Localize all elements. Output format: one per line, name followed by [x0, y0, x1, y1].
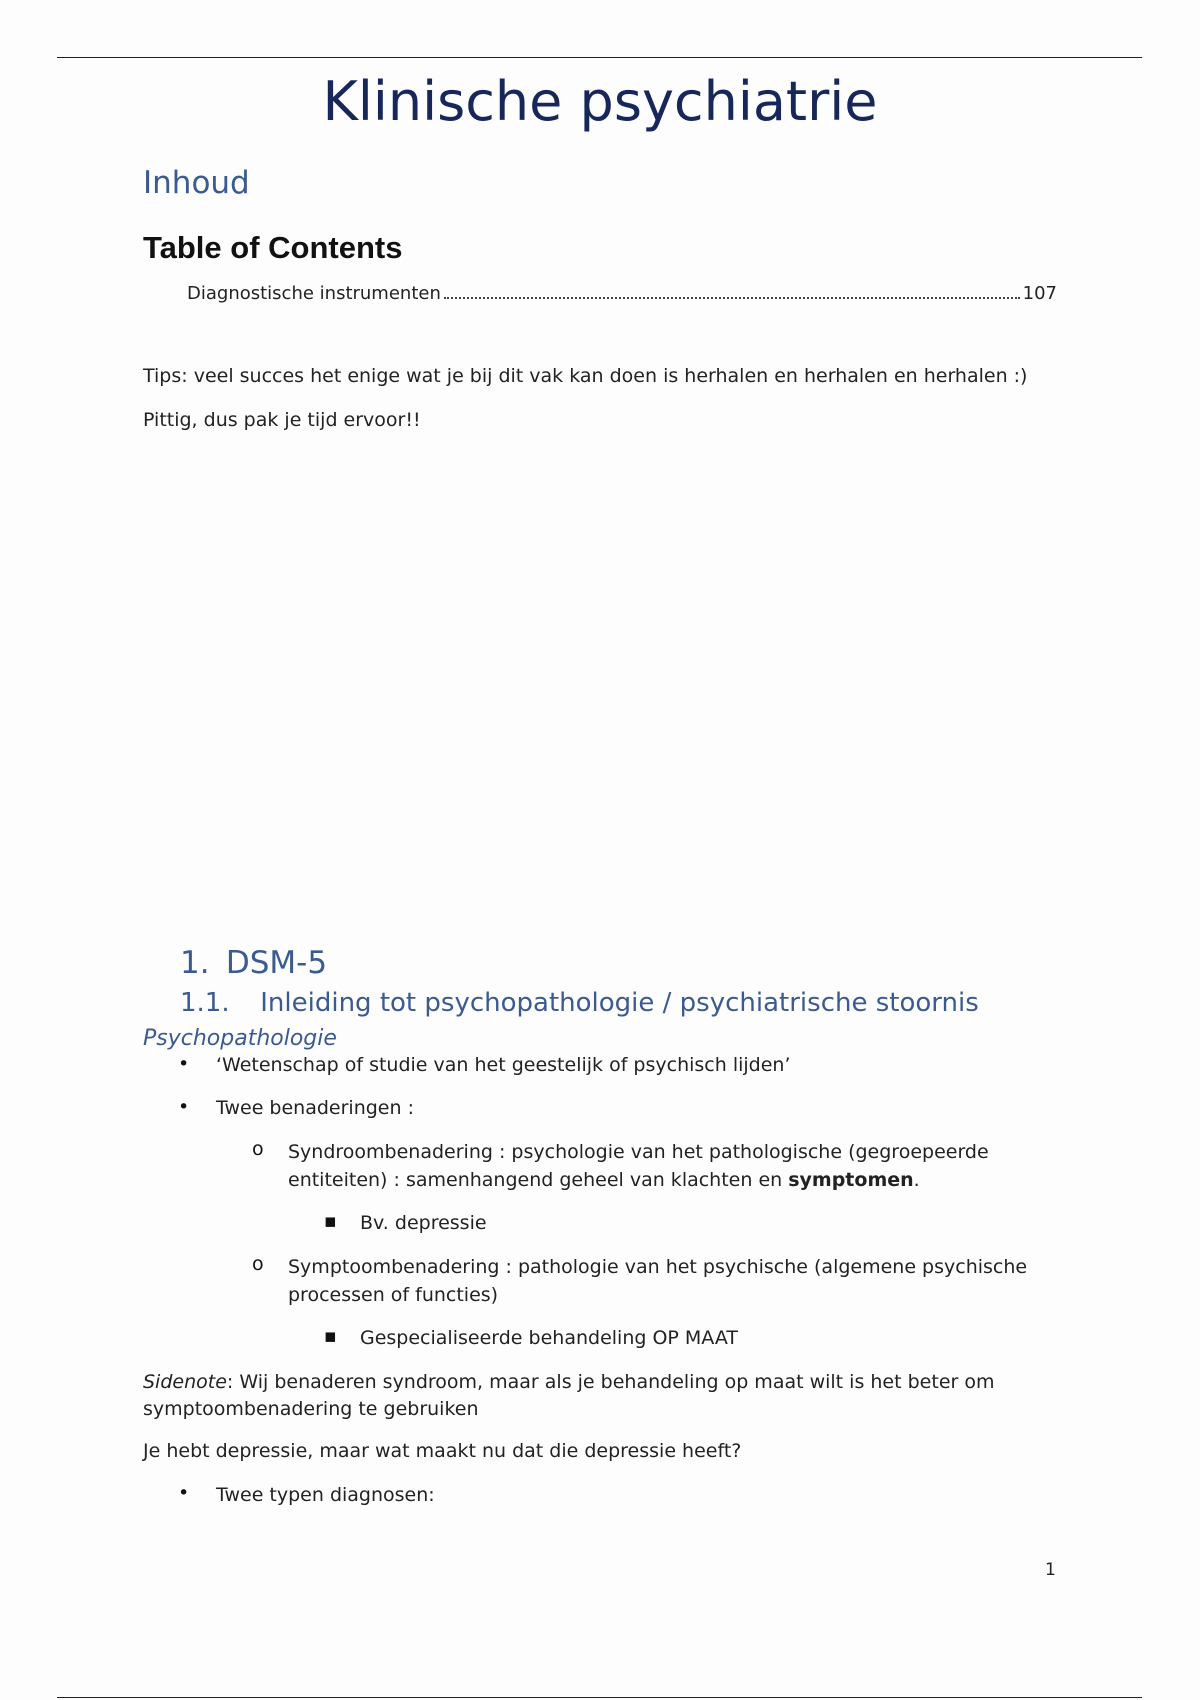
section-number: 1.: [180, 945, 210, 981]
sidenote-text: : Wij benaderen syndroom, maar als je behandeling op maat wilt is het beter om: [226, 1371, 995, 1393]
subsection-title: Inleiding tot psychopathologie / psychiatrische stoornis: [260, 988, 979, 1018]
list-item-syndroom-line2: [288, 1166, 920, 1194]
tips-paragraph: Tips: veel succes het enige wat je bij dit vak kan doen is herhalen en herhalen en herhalen :): [143, 365, 1028, 387]
symptomen-bold: symptomen: [788, 1169, 914, 1191]
list-item-symptoom-line1: Symptoombenadering : pathologie van het psychische (algemene psychische: [288, 1256, 1028, 1278]
syndroom-period: .: [913, 1169, 920, 1191]
subsection-number: 1.1.: [180, 988, 230, 1018]
list-item-two-approaches: Twee benaderingen :: [216, 1097, 414, 1119]
bullet-icon: •: [178, 1096, 190, 1118]
circle-bullet-icon: o: [252, 1138, 264, 1160]
sidenote-line2: symptoombenadering te gebruiken: [143, 1398, 479, 1420]
list-item-definition: ‘Wetenschap of studie van het geestelijk of psychisch lijden’: [216, 1054, 791, 1076]
toc-entry[interactable]: [187, 283, 1057, 304]
bullet-icon: •: [178, 1482, 190, 1504]
question-paragraph: Je hebt depressie, maar wat maakt nu dat die depressie heeft?: [143, 1440, 742, 1462]
list-item-op-maat: Gespecialiseerde behandeling OP MAAT: [360, 1327, 738, 1349]
header-rule: [57, 57, 1142, 58]
list-item-syndroom-line1: Syndroombenadering : psychologie van het pathologische (gegroepeerde: [288, 1141, 989, 1163]
square-bullet-icon: ▪: [324, 1210, 337, 1232]
section-title: DSM-5: [225, 945, 328, 981]
pittig-paragraph: Pittig, dus pak je tijd ervoor!!: [143, 409, 421, 431]
syndroom-text: entiteiten) : samenhangend geheel van klachten en: [288, 1169, 789, 1191]
document-title: Klinische psychiatrie: [322, 70, 878, 133]
list-item-depressie: Bv. depressie: [360, 1212, 487, 1234]
page-number: 1: [1045, 1560, 1056, 1580]
square-bullet-icon: ▪: [324, 1325, 337, 1347]
subheading-psychopathologie: Psychopathologie: [143, 1026, 337, 1051]
toc-entry-page: 107: [1022, 283, 1057, 304]
section-heading-1: [180, 945, 327, 981]
sidenote-line1: [143, 1368, 995, 1396]
toc-dot-leader: [444, 297, 1020, 299]
sidenote-label: Sidenote: [143, 1371, 227, 1393]
circle-bullet-icon: o: [252, 1253, 264, 1275]
toc-entry-label: Diagnostische instrumenten: [187, 283, 441, 304]
inhoud-heading: Inhoud: [143, 165, 250, 201]
bullet-icon: •: [178, 1053, 190, 1075]
toc-heading: Table of Contents: [143, 230, 403, 265]
section-heading-1-1: [180, 988, 979, 1018]
footer-rule: [57, 1697, 1142, 1698]
list-item-symptoom-line2: processen of functies): [288, 1284, 499, 1306]
list-item-two-types: Twee typen diagnosen:: [216, 1484, 435, 1506]
